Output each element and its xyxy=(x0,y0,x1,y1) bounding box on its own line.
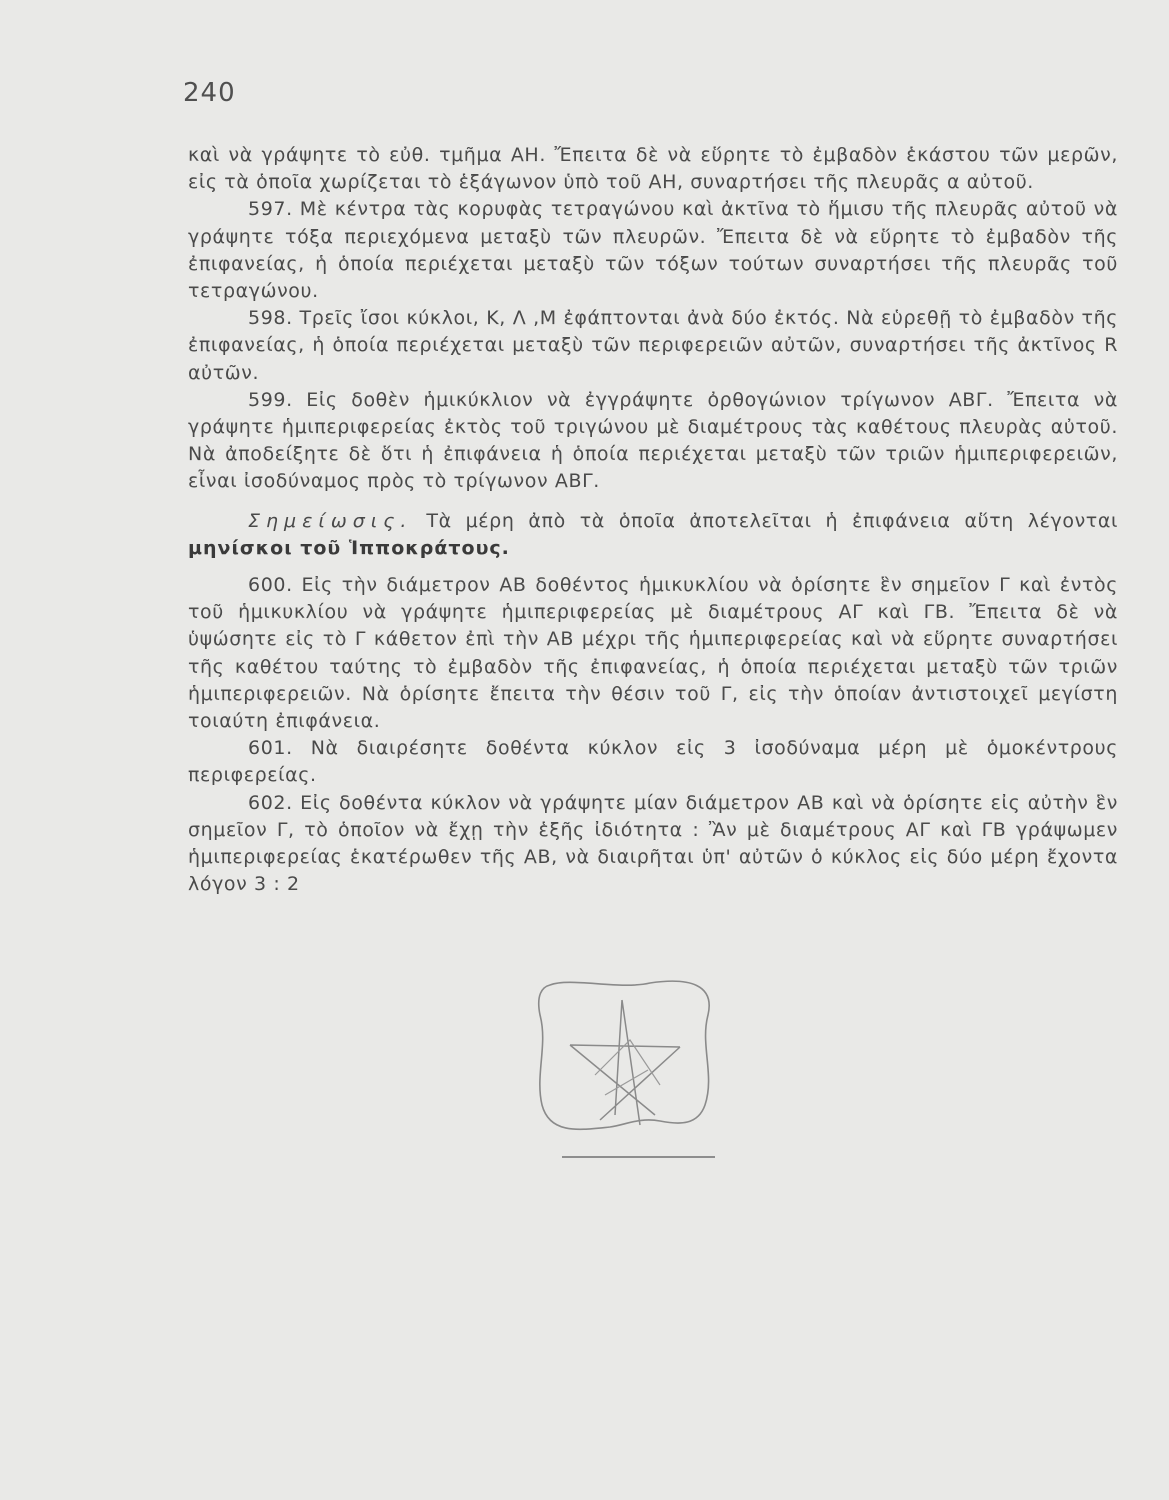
exercise-598: 598. Τρεῖς ἴσοι κύκλοι, Κ, Λ ,Μ ἐφάπτονται ἀνὰ δύο ἐκτός. Νὰ εὑρεθῇ τὸ ἐμβαδὸν τῆς ἐπιφανείας, ἡ ὁποία περιέχεται μεταξὺ τῶν περιφερειῶν αὐτῶν, συναρτήσει τῆς ἀκτῖνος R αὐτῶν. xyxy=(188,307,1118,384)
exercise-601: 601. Νὰ διαιρέσητε δοθέντα κύκλον εἰς 3 ἰσοδύναμα μέρη μὲ ὁμοκέντρους περιφερείας. xyxy=(188,737,1118,787)
exercise-597: 597. Μὲ κέντρα τὰς κορυφὰς τετραγώνου καὶ ἀκτῖνα τὸ ἥμισυ τῆς πλευρᾶς αὐτοῦ νὰ γράψητε τόξα περιεχόμενα μεταξὺ τῶν πλευρῶν. Ἔπειτα δὲ νὰ εὕρητε τὸ ἐμβαδὸν τῆς ἐπιφανείας, ἡ ὁποία περιέχεται μεταξὺ τῶν τόξων τούτων συναρτήσει τῆς πλευρᾶς τοῦ τετραγώνου. xyxy=(188,198,1118,303)
page-number: 240 xyxy=(183,78,236,108)
note-emphasis: μηνίσκοι τοῦ Ἱπποκράτους. xyxy=(188,536,510,559)
paragraph-intro: καὶ νὰ γράψητε τὸ εὐθ. τμῆμα ΑΗ. Ἔπειτα δὲ νὰ εὕρητε τὸ ἐμβαδὸν ἑκάστου τῶν μερῶν, εἰς τὰ ὁποῖα χωρίζεται τὸ ἑξάγωνον ὑπὸ τοῦ ΑΗ, συναρτήσει τῆς πλευρᾶς α αὐτοῦ. xyxy=(188,144,1118,194)
text-block xyxy=(188,142,1118,898)
exercise-600: 600. Εἰς τὴν διάμετρον ΑΒ δοθέντος ἡμικυκλίου νὰ ὁρίσητε ἓν σημεῖον Γ καὶ ἐντὸς τοῦ ἡμικυκλίου νὰ γράψητε ἡμιπεριφερείας μὲ διαμέτρους ΑΓ καὶ ΓΒ. Ἔπειτα δὲ νὰ ὑψώσητε εἰς τὸ Γ κάθετον ἐπὶ τὴν ΑΒ μέχρι τῆς ἡμιπεριφερείας καὶ νὰ εὕρητε συναρτήσει τῆς καθέτου ταύτης τὸ ἐμβαδὸν τῆς ἐπιφανείας, ἡ ὁποία περιέχεται μεταξὺ τῶν τριῶν ἡμιπεριφερειῶν. Νὰ ὁρίσητε ἔπειτα τὴν θέσιν τοῦ Γ, εἰς τὴν ὁποίαν ἀντιστοιχεῖ μεγίστη τοιαύτη ἐπιφάνεια. xyxy=(188,574,1118,733)
note-paragraph xyxy=(188,508,1118,562)
scribble-extra xyxy=(595,1040,660,1095)
pencil-scribble-figure xyxy=(530,975,730,1175)
note-text: Τὰ μέρη ἀπὸ τὰ ὁποῖα ἀποτελεῖται ἡ ἐπιφάνεια αὕτη λέγονται xyxy=(426,509,1118,532)
scribble-star xyxy=(570,1000,680,1125)
exercise-599: 599. Εἰς δοθὲν ἡμικύκλιον νὰ ἐγγράψητε ὀρθογώνιον τρίγωνον ΑΒΓ. Ἔπειτα νὰ γράψητε ἡμιπεριφερείας ἐκτὸς τοῦ τριγώνου μὲ διαμέτρους τὰς καθέτους πλευρὰς αὐτοῦ. Νὰ ἀποδείξητε δὲ ὅτι ἡ ἐπιφάνεια ἡ ὁποία περιέχεται μεταξὺ τῶν τριῶν ἡμιπεριφερειῶν, εἶναι ἰσοδύναμος πρὸς τὸ τρίγωνον ΑΒΓ. xyxy=(188,388,1118,493)
scribble-outline xyxy=(539,981,709,1129)
note-label: Σημείωσις. xyxy=(248,509,413,532)
exercise-602: 602. Εἰς δοθέντα κύκλον νὰ γράψητε μίαν διάμετρον ΑΒ καὶ νὰ ὁρίσητε εἰς αὐτὴν ἓν σημεῖον Γ, τὸ ὁποῖον νὰ ἔχῃ τὴν ἑξῆς ἰδιότητα : Ἂν μὲ διαμέτρους ΑΓ καὶ ΓΒ γράψωμεν ἡμιπεριφερείας ἑκατέρωθεν τῆς ΑΒ, νὰ διαιρῆται ὑπ' αὐτῶν ὁ κύκλος εἰς δύο μέρη ἔχοντα λόγον 3 : 2 xyxy=(188,791,1118,896)
